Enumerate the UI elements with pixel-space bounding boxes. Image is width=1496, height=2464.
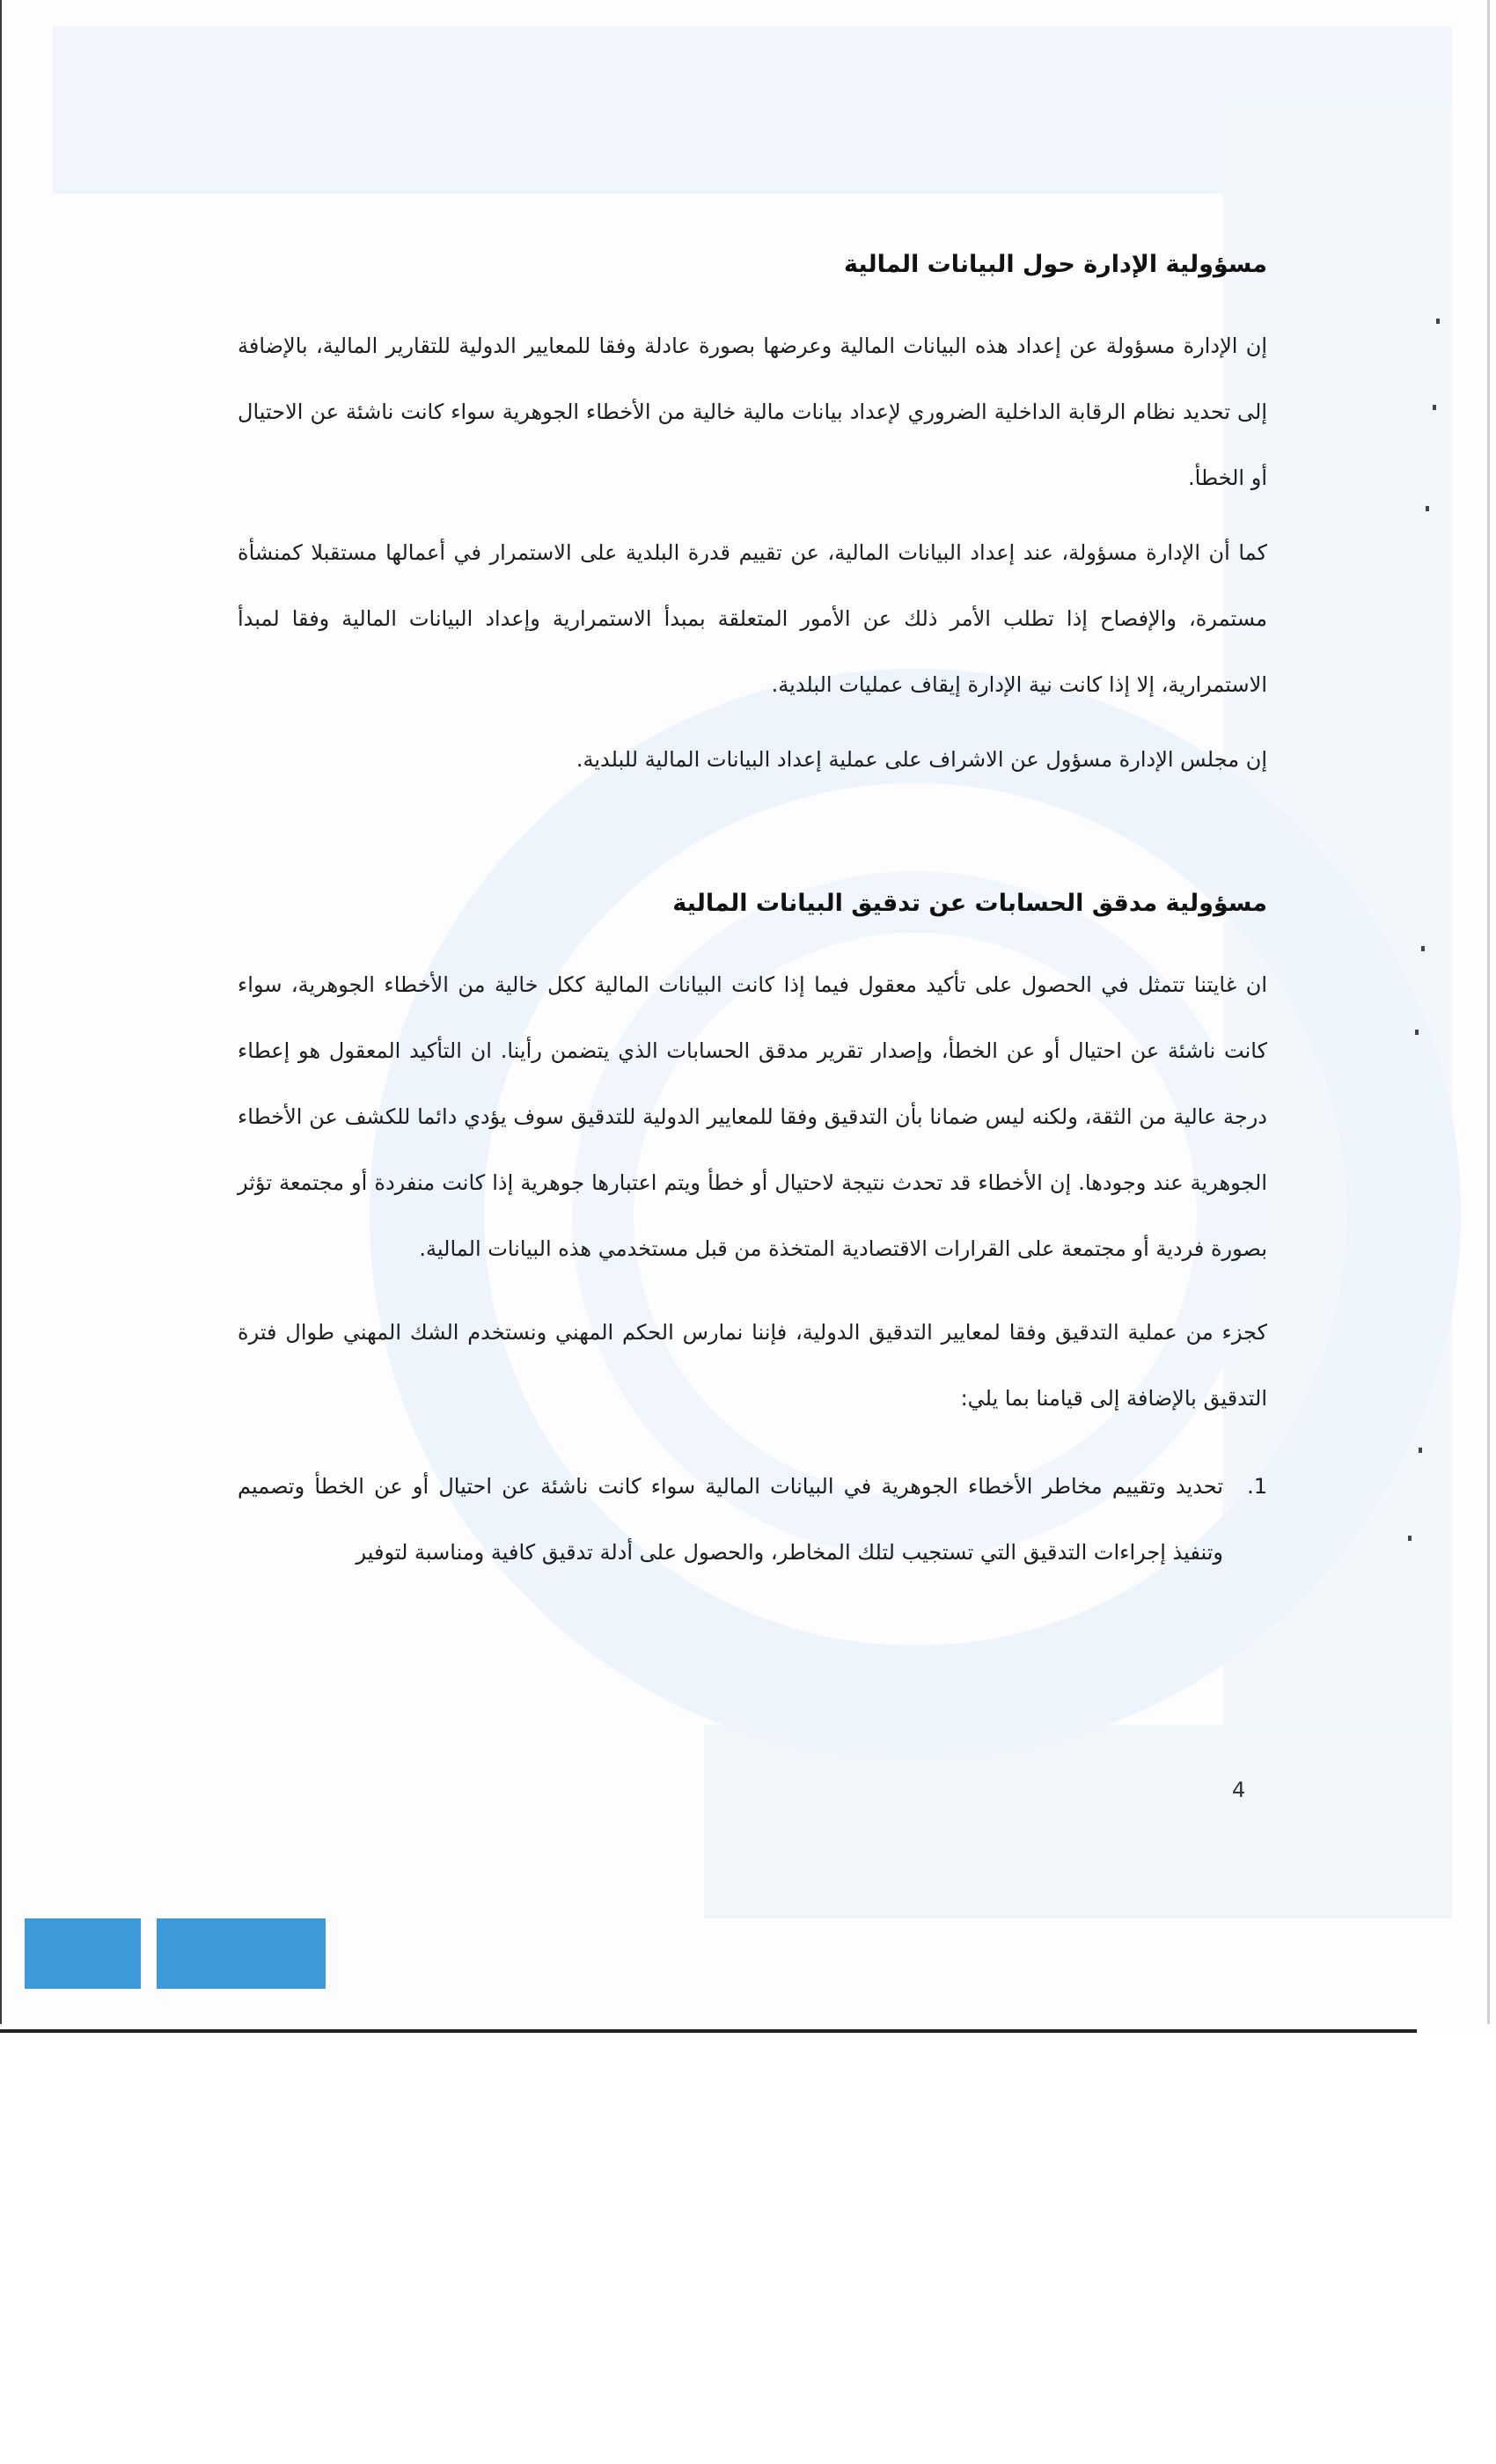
list-item: [238, 1454, 1267, 1586]
scan-speck: [1433, 405, 1436, 410]
scan-speck: [1408, 1536, 1412, 1541]
paragraph: إن الإدارة مسؤولة عن إعداد هذه البيانات المالية وعرضها بصورة عادلة وفقا للمعايير الدولية للتقارير المالية، بالإضافة إلى تحديد نظام الرقابة الداخلية الضروري لإعداد بيانات مالية خالية من الأخطاء الجوهرية سواء كانت ناشئة عن الاحتيال أو الخطأ.: [238, 334, 1267, 490]
scan-speck: [1426, 506, 1429, 511]
scan-speck: [1415, 1030, 1419, 1035]
page-edge: [0, 0, 2, 2024]
list-item-number: 1.: [1247, 1474, 1267, 1499]
page-edge: [0, 2029, 1417, 2033]
paragraph: إن مجلس الإدارة مسؤول عن الاشراف على عملية إعداد البيانات المالية للبلدية.: [576, 747, 1267, 772]
page-edge: [1487, 0, 1490, 2024]
page-number: 4: [1232, 1778, 1246, 1802]
scan-speck: [1419, 1448, 1422, 1453]
section-heading-auditor-responsibility: مسؤولية مدقق الحسابات عن تدقيق البيانات المالية: [672, 890, 1267, 917]
footer-bar-block: [25, 1918, 141, 1989]
paragraph: كما أن الإدارة مسؤولة، عند إعداد البيانات المالية، عن تقييم قدرة البلدية على الاستمرار في أعمالها مستقبلا كمنشأة مستمرة، والإفصاح إذا تطلب الأمر ذلك عن الأمور المتعلقة بمبدأ الاستمرارية وإعداد البيانات المالية وفقا لمبدأ الاستمرارية، إلا إذا كانت نية الإدارة إيقاف عمليات البلدية.: [238, 540, 1267, 697]
section-heading-management-responsibility: مسؤولية الإدارة حول البيانات المالية: [844, 251, 1267, 278]
scan-speck: [1421, 946, 1425, 951]
document-body: [238, 251, 1267, 1586]
list-item-text: تحديد وتقييم مخاطر الأخطاء الجوهرية في البيانات المالية سواء كانت ناشئة عن احتيال أو عن الخطأ وتصميم وتنفيذ إجراءات التدقيق التي تستجيب لتلك المخاطر، والحصول على أدلة تدقيق كافية ومناسبة لتوفير: [238, 1474, 1223, 1565]
paragraph: ان غايتنا تتمثل في الحصول على تأكيد معقول فيما إذا كانت البيانات المالية ككل خالية من الأخطاء الجوهرية، سواء كانت ناشئة عن احتيال أو عن الخطأ، وإصدار تقرير مدقق الحسابات الذي يتضمن رأينا. ان التأكيد المعقول هو إعطاء درجة عالية من الثقة، ولكنه ليس ضمانا بأن التدقيق وفقا للمعايير الدولية للتدقيق سوف يؤدي دائما للكشف عن الأخطاء الجوهرية عند وجودها. إن الأخطاء قد تحدث نتيجة لاحتيال أو خطأ ويتم اعتبارها جوهرية إذا كانت منفردة أو مجتمعة تؤثر بصورة فردية أو مجتمعة على القرارات الاقتصادية المتخذة من قبل مستخدمي هذه البيانات المالية.: [238, 972, 1267, 1261]
watermark-band-bottom: [704, 1725, 1452, 1918]
scan-speck: [1436, 319, 1440, 324]
footer-bar-block: [157, 1918, 326, 1989]
paragraph: كجزء من عملية التدقيق وفقا لمعايير التدقيق الدولية، فإننا نمارس الحكم المهني ونستخدم الشك المهني طوال فترة التدقيق بالإضافة إلى قيامنا بما يلي:: [238, 1320, 1267, 1411]
